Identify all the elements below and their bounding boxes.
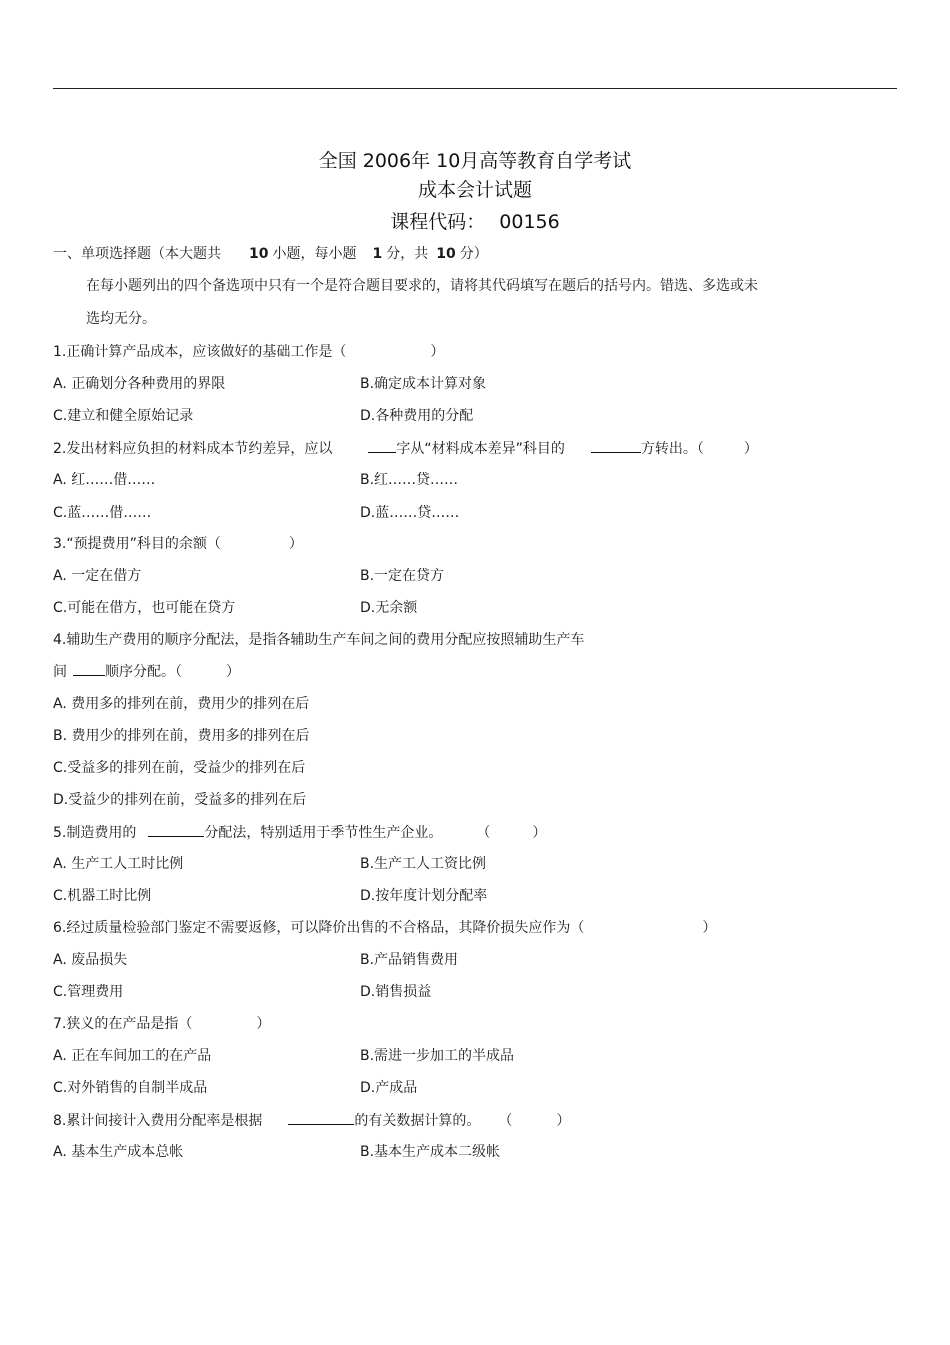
points-each: 1 [372, 246, 383, 262]
question-text: 字从“材料成本差异”科目的 [396, 441, 565, 457]
course-code-label: 课程代码： [390, 211, 486, 233]
course-code-value: 00156 [499, 211, 560, 233]
question-count: 10 [249, 246, 269, 262]
q6-option-b: B.产品销售费用 [360, 952, 459, 968]
q8-option-b: B.基本生产成本二级帐 [360, 1144, 501, 1160]
q7-option-a: A. 正在车间加工的在产品 [53, 1048, 212, 1064]
question-4-stem-line-1: 4.辅助生产费用的顺序分配法，是指各辅助生产车间之间的费用分配应按照辅助生产车 [53, 632, 585, 648]
question-4-stem-line-2 [53, 662, 240, 681]
fill-blank [368, 439, 396, 453]
q1-option-b: B.确定成本计算对象 [360, 376, 487, 392]
section-heading-text: 分） [459, 246, 488, 262]
answer-paren: ） [226, 664, 240, 680]
q2-option-d: D.蓝……贷…… [360, 505, 460, 521]
q6-option-d: D.销售损益 [360, 984, 432, 1000]
q5-option-a: A. 生产工人工时比例 [53, 856, 184, 872]
q2-option-c: C.蓝……借…… [53, 505, 152, 521]
answer-paren: ） [288, 536, 303, 552]
q5-option-b: B.生产工人工资比例 [360, 856, 487, 872]
question-text: 1.正确计算产品成本，应该做好的基础工作是（ [53, 344, 347, 360]
section-heading [53, 245, 488, 263]
q3-option-d: D.无余额 [360, 600, 418, 616]
question-text: 5.制造费用的 [53, 825, 137, 841]
q6-option-c: C.管理费用 [53, 984, 124, 1000]
header-rule [53, 88, 897, 89]
exam-title: 全国 2006年 10月高等教育自学考试 [318, 150, 632, 172]
answer-paren: ） [532, 825, 547, 841]
question-1-stem [53, 343, 444, 361]
section-heading-text: 一、单项选择题（本大题共 [53, 246, 221, 262]
question-text: 的有关数据计算的。 [354, 1113, 481, 1129]
answer-paren: ） [430, 344, 445, 360]
q5-option-c: C.机器工时比例 [53, 888, 152, 904]
points-total: 10 [436, 246, 456, 262]
question-text: 2.发出材料应负担的材料成本节约差异，应以 [53, 441, 333, 457]
question-text: 8.累计间接计入费用分配率是根据 [53, 1113, 263, 1129]
answer-paren: （ [498, 1113, 513, 1129]
course-code [0, 207, 950, 234]
q5-option-d: D.按年度计划分配率 [360, 888, 488, 904]
q6-option-a: A. 废品损失 [53, 952, 128, 968]
q7-option-c: C.对外销售的自制半成品 [53, 1080, 208, 1096]
instructions-line-1: 在每小题列出的四个备选项中只有一个是符合题目要求的，请将其代码填写在题后的括号内。错选、多选或未 [86, 278, 758, 294]
question-5-stem [53, 823, 546, 842]
exam-subtitle: 成本会计试题 [417, 179, 532, 201]
q2-option-b: B.红……贷…… [360, 472, 459, 488]
answer-paren: ） [556, 1113, 571, 1129]
answer-paren: ） [743, 441, 758, 457]
question-2-stem [53, 439, 758, 458]
fill-blank [288, 1111, 354, 1125]
q2-option-a: A. 红……借…… [53, 472, 156, 488]
section-heading-text: 小题，每小题 [272, 246, 357, 262]
q1-option-a: A. 正确划分各种费用的界限 [53, 376, 226, 392]
fill-blank [148, 823, 204, 837]
instructions-line-2: 选均无分。 [86, 311, 156, 327]
answer-paren: ） [256, 1016, 271, 1032]
question-8-stem [53, 1111, 570, 1130]
question-text: 6.经过质量检验部门鉴定不需要返修，可以降价出售的不合格品，其降价损失应作为（ [53, 920, 585, 936]
q1-option-c: C.建立和健全原始记录 [53, 408, 194, 424]
question-text: 分配法，特别适用于季节性生产企业。 [204, 825, 443, 841]
question-text: 7.狭义的在产品是指（ [53, 1016, 193, 1032]
question-7-stem [53, 1015, 270, 1033]
q4-option-d: D.受益少的排列在前，受益多的排列在后 [53, 792, 307, 808]
question-3-stem [53, 535, 303, 553]
q4-option-b: B. 费用少的排列在前，费用多的排列在后 [53, 728, 310, 744]
question-text: 方转出。（ [640, 441, 704, 457]
question-text: 间 [53, 664, 67, 680]
answer-paren: （ [476, 825, 491, 841]
fill-blank [73, 662, 105, 676]
question-text: 顺序分配。（ [105, 664, 182, 680]
q3-option-b: B.一定在贷方 [360, 568, 445, 584]
q3-option-c: C.可能在借方，也可能在贷方 [53, 600, 236, 616]
q4-option-a: A. 费用多的排列在前，费用少的排列在后 [53, 696, 310, 712]
q4-option-c: C.受益多的排列在前，受益少的排列在后 [53, 760, 306, 776]
q1-option-d: D.各种费用的分配 [360, 408, 474, 424]
question-6-stem [53, 919, 716, 937]
q8-option-a: A. 基本生产成本总帐 [53, 1144, 184, 1160]
question-text: 3.“预提费用”科目的余额（ [53, 536, 221, 552]
answer-paren: ） [702, 920, 717, 936]
q7-option-d: D.产成品 [360, 1080, 418, 1096]
q3-option-a: A. 一定在借方 [53, 568, 142, 584]
fill-blank [591, 439, 641, 453]
q7-option-b: B.需进一步加工的半成品 [360, 1048, 515, 1064]
section-heading-text: 分，共 [386, 246, 429, 262]
